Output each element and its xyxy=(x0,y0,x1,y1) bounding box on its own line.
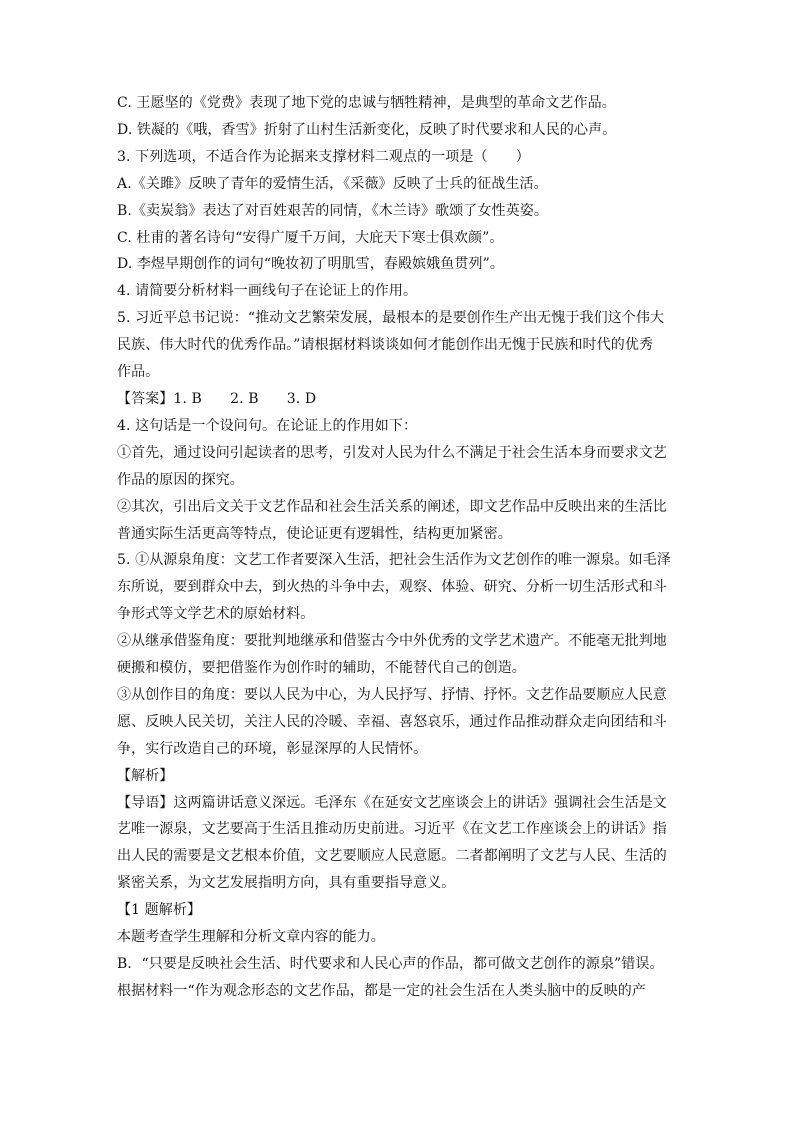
intro-line-1: 【导语】这两篇讲话意义深远。毛泽东《在延安文艺座谈会上的讲话》强调社会生活是文 xyxy=(117,794,667,811)
q1-analysis-line-1: 本题考查学生理解和分析文章内容的能力。 xyxy=(117,929,385,946)
answer-4-point-1-line-2: 作品的原因的探究。 xyxy=(117,471,244,488)
question-5-line-1: 5. 习近平总书记说：“推动文艺繁荣发展，最根本的是要创作生产出无愧于我们这个伟大 xyxy=(117,310,665,327)
q3-option-d: D. 李煜早期创作的词句“晚妆初了明肌雪，春殿嫔娥鱼贯列”。 xyxy=(117,256,504,273)
analysis-heading: 【解析】 xyxy=(117,767,174,784)
q1-analysis-line-3: 根据材料一“作为观念形态的文艺作品，都是一定的社会生活在人类头脑中的反映的产 xyxy=(117,982,646,999)
q1-analysis-heading: 【1 题解析】 xyxy=(117,902,202,919)
answer-5-point-2-line-2: 硬搬和模仿，要把借鉴作为创作时的辅助，不能替代自己的创造。 xyxy=(117,660,526,677)
option-d-text: D. 铁凝的《哦，香雪》折射了山村生活新变化，反映了时代要求和人民的心声。 xyxy=(117,121,617,138)
q3-option-a: A.《关雎》反映了青年的爱情生活，《采薇》反映了士兵的征战生活。 xyxy=(117,175,548,192)
answer-5-point-3-line-3: 争，实行改造自己的环境，彰显深厚的人民情怀。 xyxy=(117,740,428,757)
intro-line-2: 艺唯一源泉，文艺要高于生活且推动历史前进。习近平《在文艺工作座谈会上的讲话》指 xyxy=(117,821,667,838)
answer-5-point-1-line-3: 争形式等文学艺术的原始材料。 xyxy=(117,606,315,623)
option-c-text: C. 王愿坚的《党费》表现了地下党的忠诚与牺牲精神，是典型的革命文艺作品。 xyxy=(117,95,616,111)
answer-4-point-2-line-2: 普通实际生活更高等特点，使论证更有逻辑性，结构更加紧密。 xyxy=(117,525,512,542)
question-5-line-2: 民族、伟大时代的优秀作品。”请根据材料谈谈如何才能创作出无愧于民族和时代的优秀 xyxy=(117,337,654,354)
answer-4-point-2-line-1: ②其次，引出后文关于文艺作品和社会生活关系的阐述，即文艺作品中反映出来的生活比 xyxy=(117,498,667,515)
intro-line-3: 出人民的需要是文艺根本价值，文艺要顺应人民意愿。二者都阐明了文艺与人民、生活的 xyxy=(117,848,667,865)
q3-option-b: B.《卖炭翁》表达了对百姓艰苦的同情，《木兰诗》歌颂了女性英姿。 xyxy=(117,202,548,219)
document-page xyxy=(117,90,677,1005)
answer-5-point-3-line-2: 愿、反映人民关切，关注人民的冷暖、幸福、喜怒哀乐，通过作品推动群众走向团结和斗 xyxy=(117,713,667,730)
q3-option-c: C. 杜甫的著名诗句“安得广厦千万间，大庇天下寒士俱欢颜”。 xyxy=(117,229,504,246)
answer-key: 【答案】1. B 2. B 3. D xyxy=(117,390,317,407)
answer-4-intro: 4. 这句话是一个设问句。在论证上的作用如下： xyxy=(117,417,418,434)
question-5-line-3: 作品。 xyxy=(117,364,160,381)
question-3: 3. 下列选项，不适合作为论据来支撑材料二观点的一项是（ ） xyxy=(117,148,530,165)
intro-line-4: 紧密关系，为文艺发展指明方向，具有重要指导意义。 xyxy=(117,875,456,892)
answer-5-point-3-line-1: ③从创作目的角度：要以人民为中心，为人民抒写、抒情、抒怀。文艺作品要顺应人民意 xyxy=(117,686,667,703)
answer-5-point-2-line-1: ②从继承借鉴角度：要批判地继承和借鉴古今中外优秀的文学艺术遗产。不能毫无批判地 xyxy=(117,633,667,650)
q1-analysis-line-2: B．“只要是反映社会生活、时代要求和人民心声的作品，都可做文艺创作的源泉”错误。 xyxy=(117,956,664,972)
answer-5-point-1-line-2: 东所说，要到群众中去，到火热的斗争中去，观察、体验、研究、分析一切生活形式和斗 xyxy=(117,579,667,596)
answer-4-point-1-line-1: ①首先，通过设问引起读者的思考，引发对人民为什么不满足于社会生活本身而要求文艺 xyxy=(117,444,667,461)
question-4: 4. 请简要分析材料一画线句子在论证上的作用。 xyxy=(117,283,418,300)
answer-5-point-1-line-1: 5. ①从源泉角度：文艺工作者要深入生活，把社会生活作为文艺创作的唯一源泉。如毛泽 xyxy=(117,552,671,569)
